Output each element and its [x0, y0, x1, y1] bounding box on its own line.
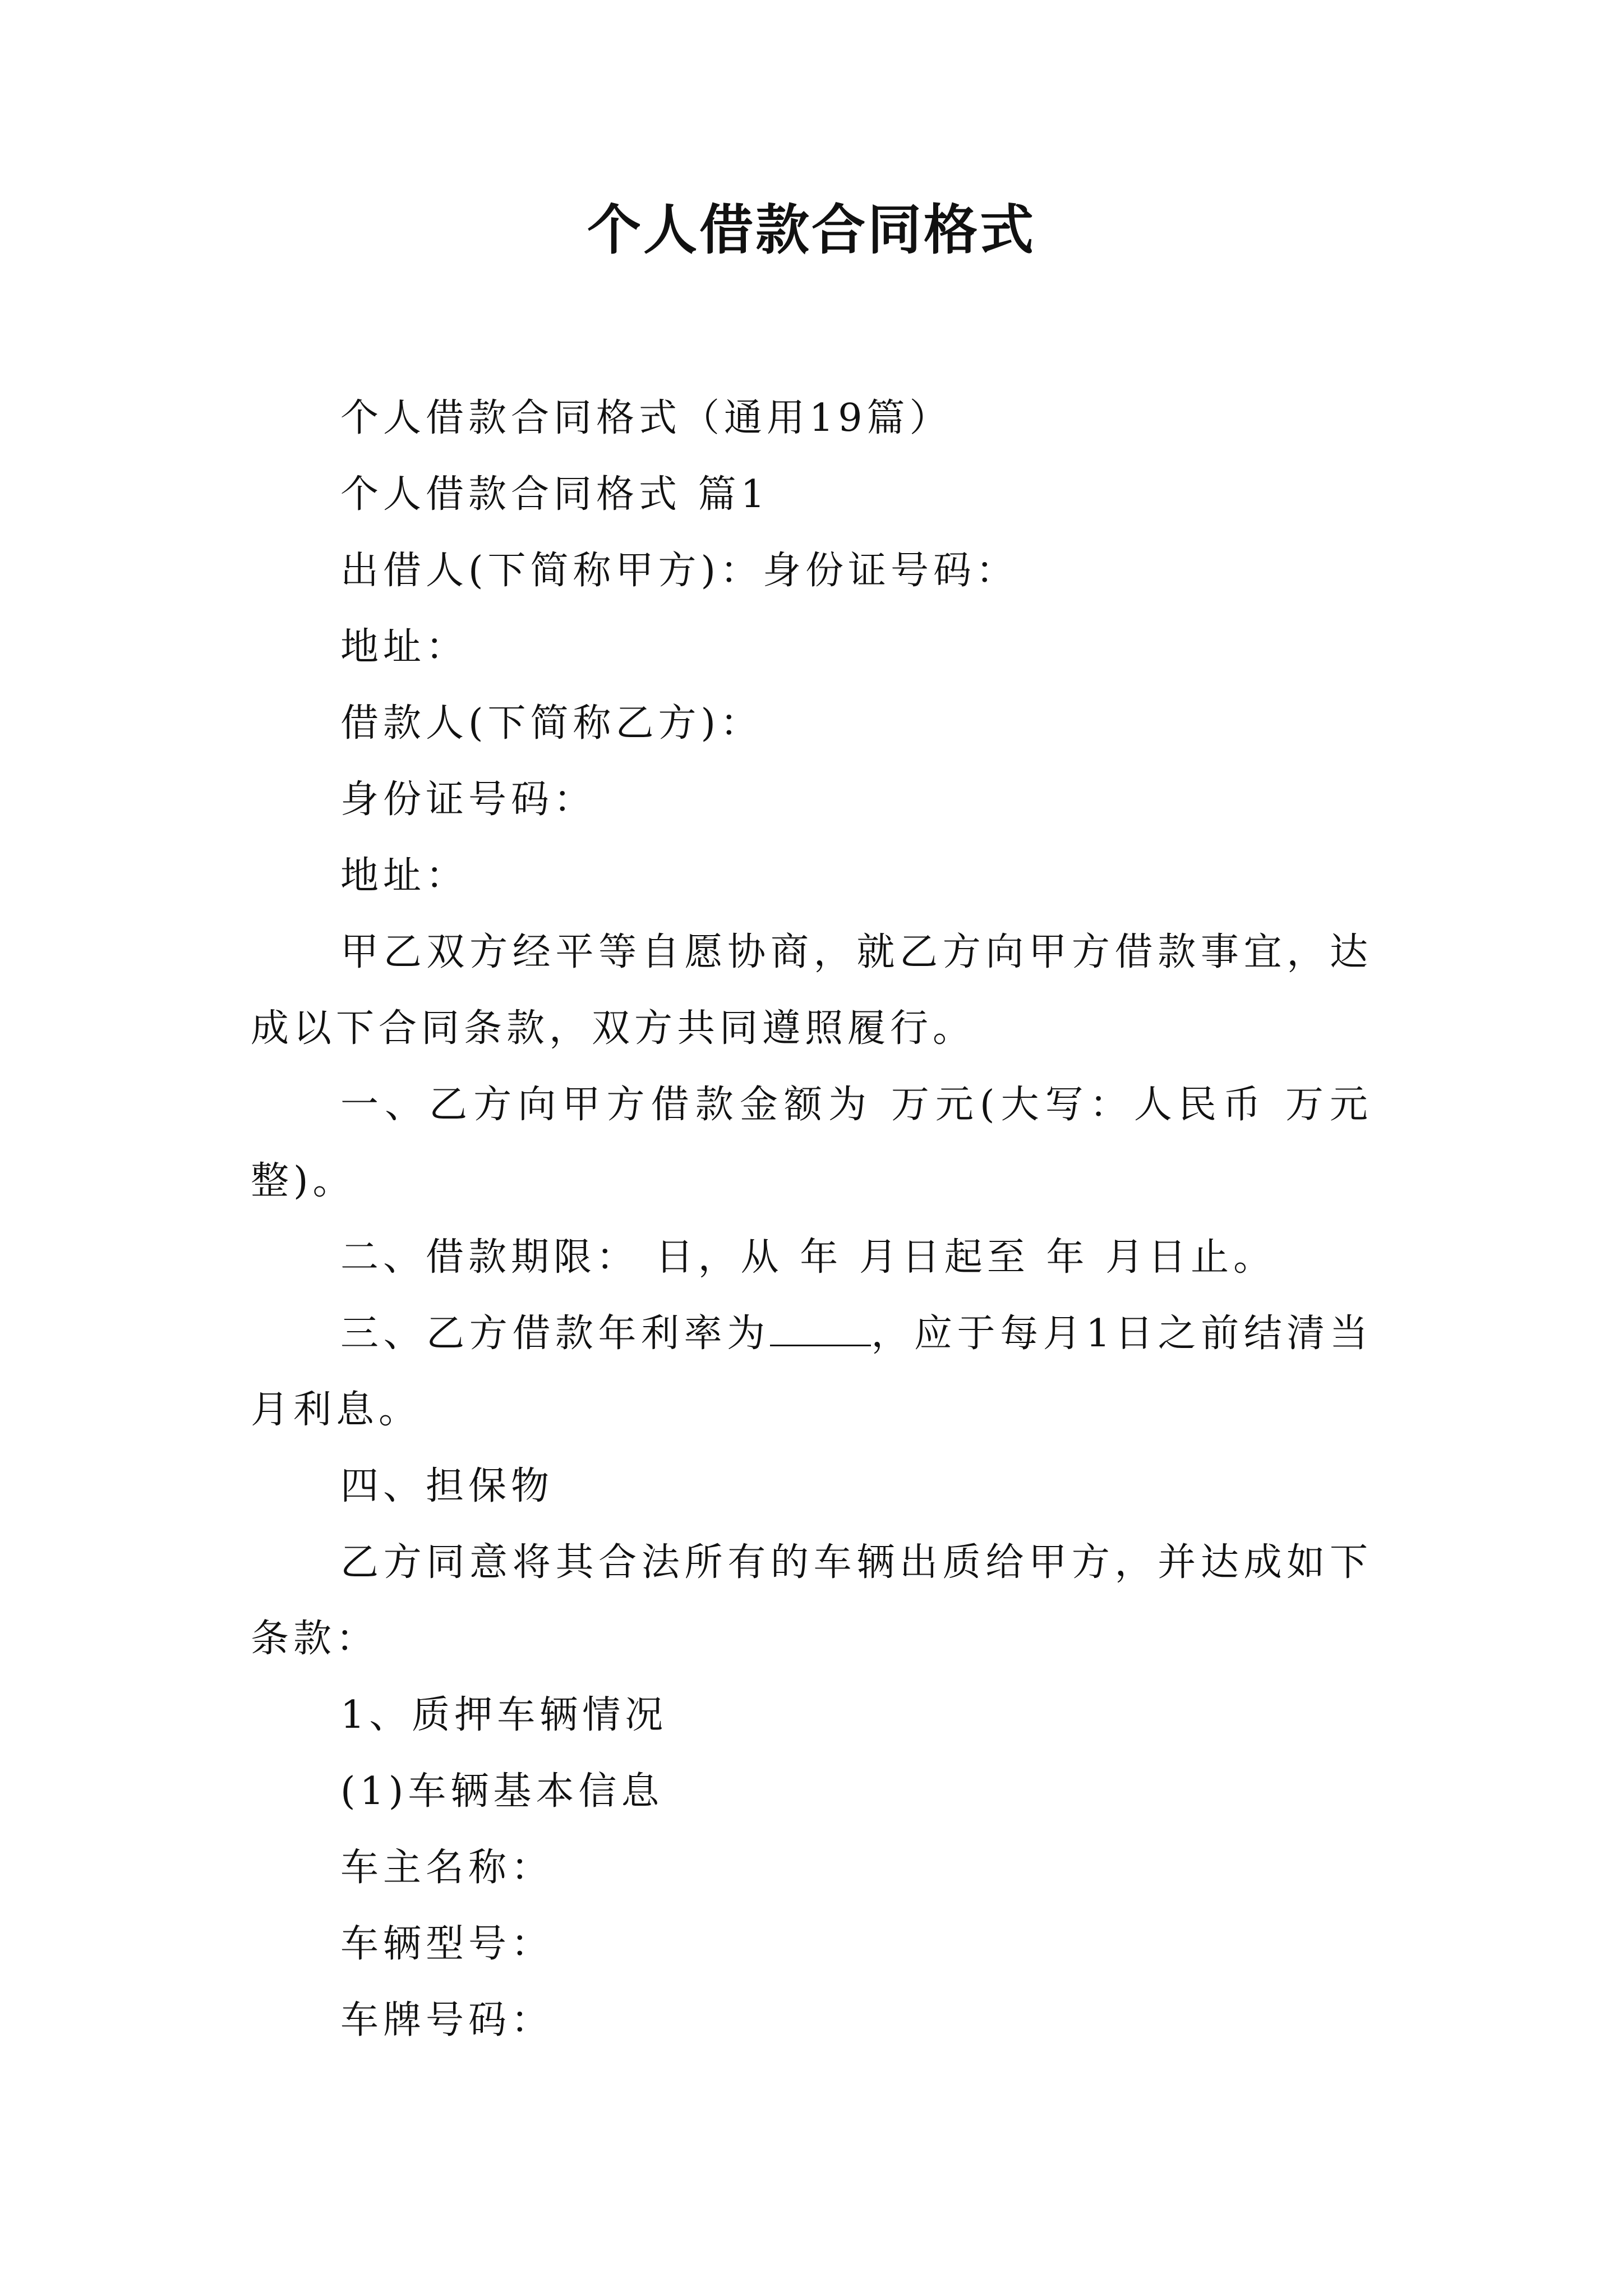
- interest-rate-blank: [770, 1313, 871, 1346]
- paragraph-clause-amount: 一、乙方向甲方借款金额为 万元(大写：人民币 万元整)。: [251, 1083, 1372, 1203]
- paragraph-clause-collateral: 四、担保物: [340, 1464, 554, 1508]
- paragraph-clause-term: 二、借款期限： 日，从 年 月日起至 年 月日止。: [340, 1235, 1276, 1280]
- interest-text-part2: ，应于每月1日之前结清当月利息。: [251, 1312, 1372, 1432]
- paragraph-vehicle-status: 1、质押车辆情况: [340, 1693, 668, 1737]
- paragraph-clause-interest: [251, 1296, 1372, 1448]
- paragraph-vehicle-model: 车辆型号：: [340, 1922, 554, 1966]
- document-body: [251, 380, 1372, 2059]
- paragraph-plate-number: 车牌号码：: [340, 1998, 554, 2042]
- paragraph-borrower-id: 身份证号码：: [340, 777, 597, 822]
- interest-text-part1: 三、乙方借款年利率为: [340, 1312, 770, 1356]
- paragraph-collateral-agreement: 乙方同意将其合法所有的车辆出质给甲方，并达成如下条款：: [251, 1540, 1372, 1661]
- paragraph-owner-name: 车主名称：: [340, 1846, 554, 1890]
- paragraph-vehicle-info: (1)车辆基本信息: [340, 1769, 664, 1814]
- paragraph-lender: 出借人(下简称甲方)：身份证号码：: [340, 549, 1019, 593]
- document-title: 个人借款合同格式: [587, 198, 1036, 261]
- paragraph-subtitle: 个人借款合同格式（通用19篇）: [340, 396, 952, 440]
- paragraph-borrower: 借款人(下简称乙方)：: [340, 701, 763, 746]
- paragraph-borrower-address: 地址：: [340, 854, 469, 898]
- paragraph-section-heading: 个人借款合同格式 篇1: [340, 472, 769, 517]
- paragraph-lender-address: 地址：: [340, 625, 469, 669]
- paragraph-agreement-intro: 甲乙双方经平等自愿协商，就乙方向甲方借款事宜，达成以下合同条款，双方共同遵照履行。: [251, 930, 1372, 1051]
